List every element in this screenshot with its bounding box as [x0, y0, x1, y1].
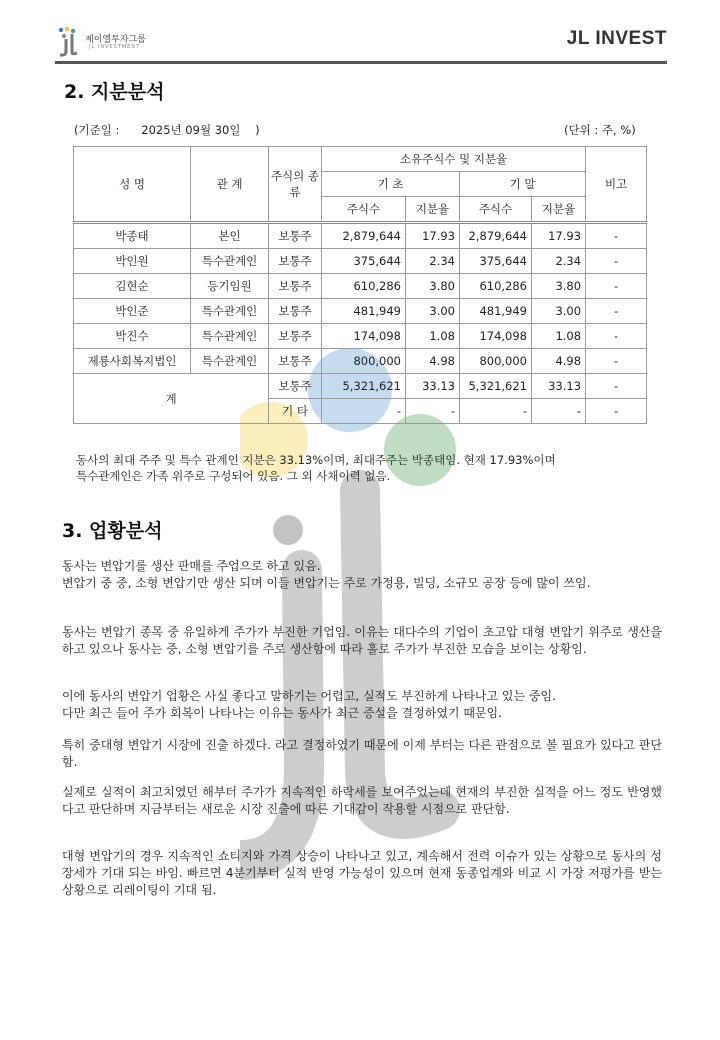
cell-name: 박종태 [74, 223, 191, 249]
logo-text: 제이엘투자그룹 [85, 35, 146, 45]
cell-relation: 본인 [191, 223, 269, 249]
cell-end-ratio: 4.98 [532, 349, 586, 374]
total-label: 계 [74, 374, 269, 424]
cell-note: - [586, 299, 647, 324]
header-end-shares: 주식수 [460, 197, 532, 223]
table-row [74, 299, 647, 324]
cell-relation: 등기임원 [191, 274, 269, 299]
cell-name: 박인원 [74, 249, 191, 274]
cell-begin-ratio: 2.34 [406, 249, 460, 274]
header-end-ratio: 지분율 [532, 197, 586, 223]
industry-paragraph: 특히 중대형 변압기 시장에 진출 하겠다. 라고 결정하였기 때문에 이제 부터는 다른 관점으로 볼 필요가 있다고 판단함. [62, 738, 662, 769]
ownership-note-line2: 특수관계인은 가족 위주로 구성되어 있음. 그 외 사채이력 없음. [76, 469, 391, 483]
cell-begin-ratio: 4.98 [406, 349, 460, 374]
header-note: 비고 [586, 147, 647, 223]
cell-relation: 특수관계인 [191, 324, 269, 349]
cell-type: 보통주 [269, 374, 322, 399]
cell-relation: 특수관계인 [191, 349, 269, 374]
industry-paragraph: 동사는 변압기 종목 중 유일하게 주가가 부진한 기업임. 이유는 대다수의 기업이 초고압 대형 변압기 위주로 생산을 하고 있으나 동사는 중, 소형 변압기를 주로 생산함에 따라 홀로 주가가 부진한 모습을 보이는 상황임. [62, 625, 662, 656]
ownership-note-line1: 동사의 최대 주주 및 특수 관계인 지분은 33.13%이며, 최대주주는 박종태임. 현재 17.93%이며 [76, 453, 556, 467]
cell-begin-shares: 174,098 [322, 324, 406, 349]
cell-end-ratio: 3.00 [532, 299, 586, 324]
table-header-row [74, 147, 647, 172]
cell-note: - [586, 249, 647, 274]
brand-title: JL INVEST [566, 28, 667, 49]
cell-note: - [586, 274, 647, 299]
industry-paragraph: 대형 변압기의 경우 지속적인 쇼티지와 가격 상승이 나타나고 있고, 계속해서 전력 이슈가 있는 상황으로 동사의 성장세가 기대 되는 바임. 빠르면 4분기부터 실적 반영 가능성이 있으며 현재 동종업계와 비교 시 가장 저평가를 받는 상황으로 리레이팅이 기대 됨. [62, 849, 662, 897]
cell-begin-shares: 5,321,621 [322, 374, 406, 399]
table-row [74, 324, 647, 349]
section-title-ownership: 2. 지분분석 [64, 81, 165, 103]
section-title-industry: 3. 업황분석 [62, 520, 163, 542]
table-row [74, 249, 647, 274]
cell-begin-ratio: 33.13 [406, 374, 460, 399]
industry-paragraph: 동사는 변압기를 생산 판매를 주업으로 하고 있음. 변압기 중 중, 소형 변압기만 생산 되며 이들 변압기는 주로 가정용, 빌딩, 소규모 공장 등에 많이 쓰임. [62, 559, 591, 590]
ownership-table [73, 146, 647, 424]
cell-begin-shares: 481,949 [322, 299, 406, 324]
industry-paragraph: 실제로 실적이 최고치였던 해부터 주가가 지속적인 하락세를 보여주었는데 현재의 부진한 실적을 어느 정도 반영했다고 판단하며 지금부터는 새로운 시장 진출에 따른 기대감이 작용할 시점으로 판단함. [62, 785, 662, 816]
cell-begin-ratio: 1.08 [406, 324, 460, 349]
cell-end-shares: 610,286 [460, 274, 532, 299]
table-row [74, 223, 647, 249]
table-row [74, 349, 647, 374]
cell-note: - [586, 349, 647, 374]
cell-relation: 특수관계인 [191, 299, 269, 324]
cell-begin-shares: 800,000 [322, 349, 406, 374]
cell-type: 보통주 [269, 324, 322, 349]
cell-type: 보통주 [269, 249, 322, 274]
cell-end-shares: 2,879,644 [460, 223, 532, 249]
cell-end-shares: 174,098 [460, 324, 532, 349]
header-name: 성 명 [74, 147, 191, 223]
cell-begin-shares: 375,644 [322, 249, 406, 274]
header-relation: 관 계 [191, 147, 269, 223]
header-begin-shares: 주식수 [322, 197, 406, 223]
header-stock-type: 주식의 종류 [269, 147, 322, 223]
industry-paragraph: 이에 동사의 변압기 업황은 사실 좋다고 말하기는 어렵고, 실적도 부진하게 나타나고 있는 중임. 다만 최근 들어 주가 회복이 나타나는 이유는 동사가 최근 증설을 결정하였기 때문임. [62, 689, 556, 720]
cell-name: 김현순 [74, 274, 191, 299]
cell-note: - [586, 399, 647, 424]
header-holdings: 소유주식수 및 지분율 [322, 147, 586, 172]
header-begin-ratio: 지분율 [406, 197, 460, 223]
cell-note: - [586, 374, 647, 399]
cell-begin-ratio: 17.93 [406, 223, 460, 249]
page-header [55, 22, 667, 62]
cell-end-ratio: 2.34 [532, 249, 586, 274]
cell-note: - [586, 223, 647, 249]
cell-end-ratio: 17.93 [532, 223, 586, 249]
cell-name: 제룡사회복지법인 [74, 349, 191, 374]
cell-end-shares: 5,321,621 [460, 374, 532, 399]
cell-type: 보통주 [269, 349, 322, 374]
cell-end-ratio: 3.80 [532, 274, 586, 299]
cell-begin-ratio: 3.00 [406, 299, 460, 324]
cell-end-ratio: 1.08 [532, 324, 586, 349]
cell-begin-shares: 610,286 [322, 274, 406, 299]
cell-relation: 특수관계인 [191, 249, 269, 274]
cell-end-shares: - [460, 399, 532, 424]
cell-type: 보통주 [269, 223, 322, 249]
cell-end-ratio: - [532, 399, 586, 424]
header-begin: 기 초 [322, 172, 460, 197]
header-divider [55, 61, 667, 64]
cell-end-shares: 375,644 [460, 249, 532, 274]
unit-label: (단위 : 주, %) [564, 123, 636, 137]
cell-end-shares: 481,949 [460, 299, 532, 324]
total-row-common [74, 374, 647, 399]
logo-subtext: JL INVESTMENT [89, 44, 141, 50]
header-end: 기 말 [460, 172, 586, 197]
cell-begin-shares: 2,879,644 [322, 223, 406, 249]
base-date: (기준일 : 2025년 09월 30일 ) [74, 123, 260, 137]
cell-begin-shares: - [322, 399, 406, 424]
cell-end-shares: 800,000 [460, 349, 532, 374]
cell-type: 보통주 [269, 299, 322, 324]
jl-logo-icon [55, 26, 85, 58]
cell-end-ratio: 33.13 [532, 374, 586, 399]
cell-begin-ratio: 3.80 [406, 274, 460, 299]
cell-type: 보통주 [269, 274, 322, 299]
cell-name: 박진수 [74, 324, 191, 349]
table-row [74, 274, 647, 299]
cell-begin-ratio: - [406, 399, 460, 424]
cell-type: 기 타 [269, 399, 322, 424]
cell-note: - [586, 324, 647, 349]
cell-name: 박인준 [74, 299, 191, 324]
